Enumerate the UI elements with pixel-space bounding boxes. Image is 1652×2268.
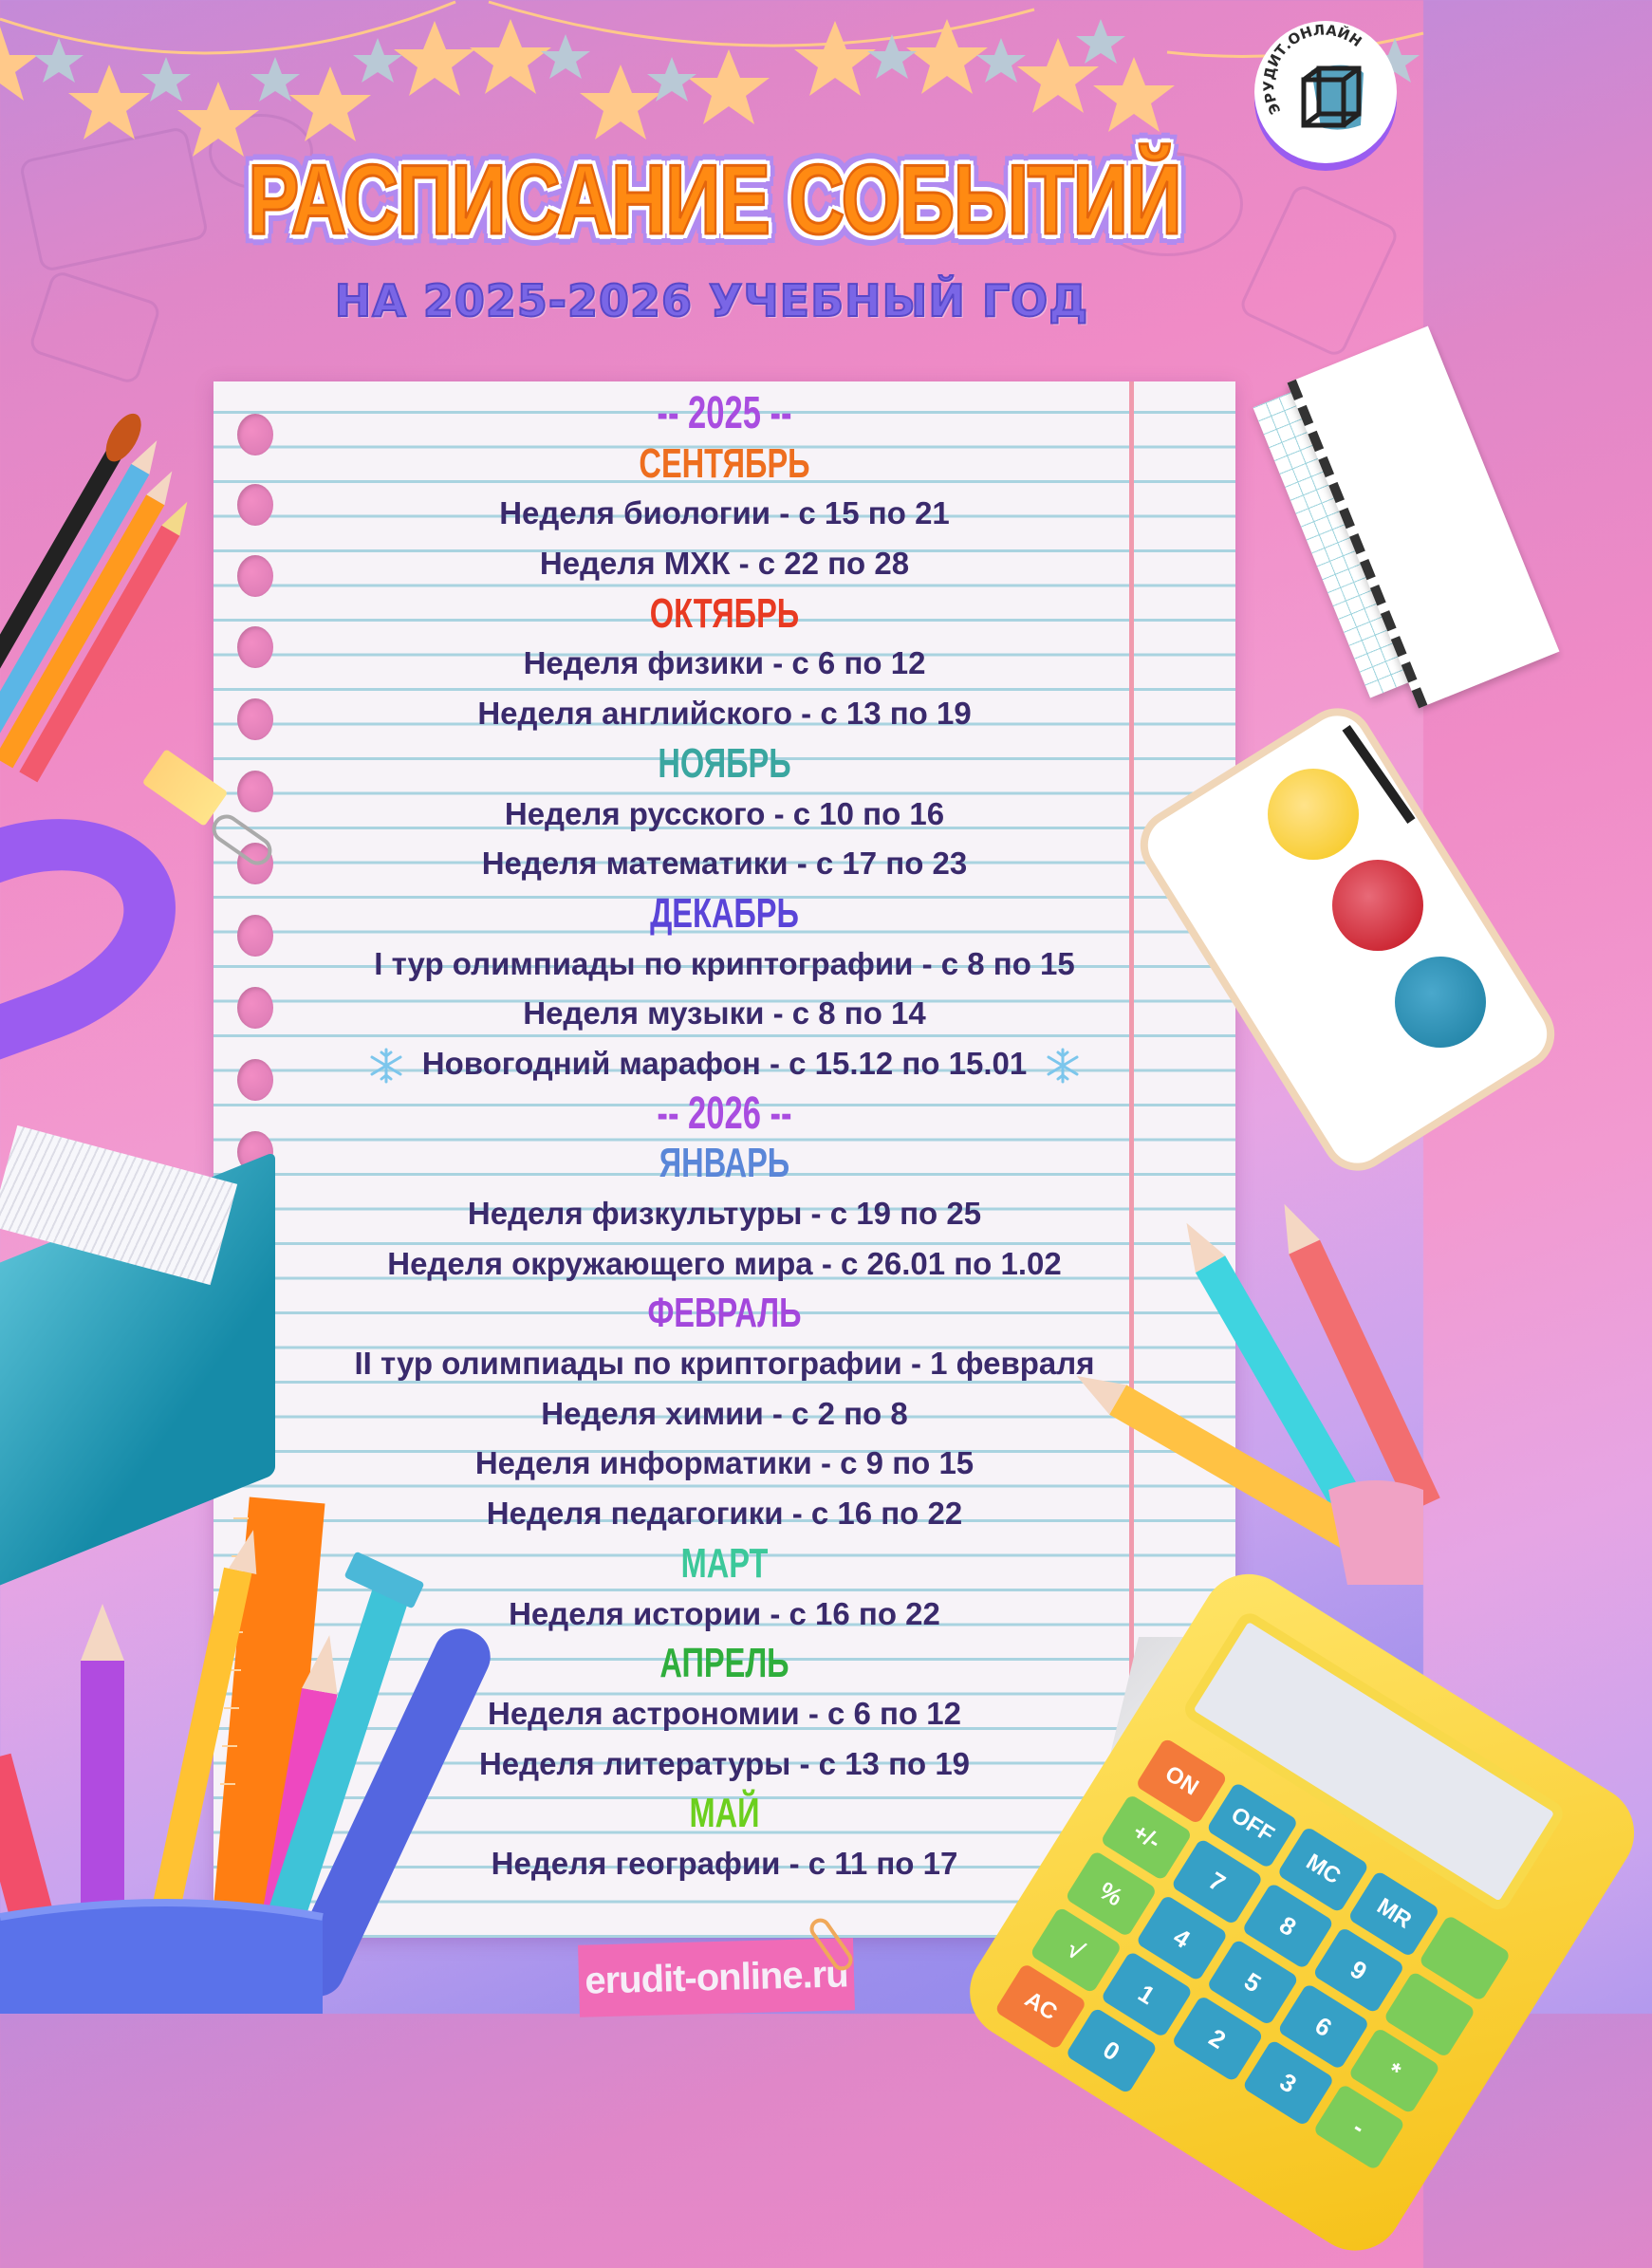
yellow-paint-icon — [1268, 769, 1359, 860]
event-item: II тур олимпиады по криптографии - 1 февраля — [354, 1346, 1095, 1382]
month-heading-march: МАРТ — [680, 1539, 769, 1587]
year-heading-2026: -- 2026 -- — [657, 1088, 792, 1139]
calculator-key-plus-minus: +/- — [1100, 1794, 1193, 1881]
pencil-cup-decoration — [0, 1348, 455, 2014]
month-heading-april: АПРЕЛЬ — [659, 1640, 789, 1687]
page-title: РАСПИСАНИЕ СОБЫТИЙ — [248, 145, 1181, 255]
logo-text: ЭРУДИТ.ОНЛАЙН — [1260, 21, 1365, 118]
month-heading-september: СЕНТЯБРЬ — [639, 439, 810, 487]
month-heading-october: ОКТЯБРЬ — [649, 589, 800, 637]
star-garland-decoration — [0, 0, 1423, 133]
calculator-key-percent: % — [1065, 1850, 1158, 1938]
calculator-key-1: 1 — [1100, 1951, 1193, 2038]
event-item: Неделя химии - с 2 по 8 — [541, 1395, 908, 1431]
calculator-key-6: 6 — [1277, 1982, 1370, 2070]
event-item: Неделя окружающего мира - с 26.01 по 1.02 — [387, 1245, 1062, 1281]
event-item: Неделя педагогики - с 16 по 22 — [486, 1496, 963, 1532]
calculator-key-4: 4 — [1136, 1894, 1229, 1981]
year-heading-2025: -- 2025 -- — [657, 388, 792, 438]
snowflake-icon — [1044, 1047, 1082, 1085]
cube-logo-icon — [1254, 21, 1397, 163]
month-heading-may: МАЙ — [689, 1790, 760, 1837]
event-item-new-year-marathon — [213, 1039, 1235, 1089]
erudit-online-logo[interactable] — [1254, 21, 1397, 163]
calculator-key-2: 2 — [1171, 1995, 1264, 2082]
event-item: Неделя литературы - с 13 по 19 — [478, 1745, 971, 1781]
event-item: Неделя физкультуры - с 19 по 25 — [467, 1196, 982, 1231]
calculator-key-0: 0 — [1065, 2007, 1158, 2094]
event-item: Неделя МХК - с 22 по 28 — [539, 546, 910, 582]
event-item: Неделя биологии - с 15 по 21 — [499, 495, 950, 531]
event-item: I тур олимпиады по криптографии - с 8 по 15 — [374, 945, 1075, 981]
event-item: Неделя математики - с 17 по 23 — [481, 846, 968, 882]
event-item: Неделя астрономии - с 6 по 12 — [487, 1695, 962, 1731]
calculator-key-mc: MC — [1276, 1826, 1369, 1913]
calculator-key-3: 3 — [1242, 2039, 1335, 2127]
calculator-key-off: OFF — [1206, 1781, 1299, 1868]
event-item: Неделя географии - с 11 по 17 — [491, 1845, 958, 1881]
month-heading-december: ДЕКАБРЬ — [650, 889, 799, 937]
calculator-key-multiply: * — [1347, 2027, 1440, 2114]
event-item: Неделя музыки - с 8 по 14 — [523, 995, 926, 1032]
calculator-key-5: 5 — [1206, 1939, 1299, 2026]
calculator-key-9: 9 — [1312, 1926, 1405, 2014]
right-pencils-decoration — [1186, 1186, 1423, 1585]
calculator-key-minus: - — [1312, 2083, 1405, 2170]
red-paint-icon — [1332, 860, 1423, 951]
calculator-key-on: ON — [1135, 1738, 1228, 1825]
blue-paint-icon — [1395, 957, 1486, 1048]
event-item: Неделя истории - с 16 по 22 — [509, 1595, 940, 1631]
event-text: Новогодний марафон - с 15.12 по 15.01 — [421, 1045, 1028, 1081]
event-item: Неделя информатики - с 9 по 15 — [474, 1445, 974, 1481]
purple-protractor-decoration — [0, 779, 208, 1091]
pencils-and-brush-decoration — [0, 418, 152, 797]
event-item: Неделя английского - с 13 по 19 — [477, 696, 972, 732]
calculator-key-mr: MR — [1347, 1870, 1440, 1958]
calculator-key-sqrt: √ — [1030, 1906, 1123, 1994]
event-item: Неделя физики - с 6 по 12 — [523, 645, 926, 681]
month-heading-february: ФЕВРАЛЬ — [647, 1290, 802, 1337]
calculator-key-ac: AC — [994, 1962, 1087, 2050]
calculator-key-8: 8 — [1241, 1882, 1334, 1969]
snowflake-icon — [367, 1047, 405, 1085]
month-heading-january: ЯНВАРЬ — [659, 1140, 790, 1187]
page-subtitle: НА 2025-2026 УЧЕБНЫЙ ГОД — [334, 275, 1089, 326]
month-heading-november: НОЯБРЬ — [658, 739, 791, 787]
website-url-tag[interactable]: erudit-online.ru — [578, 1938, 855, 2017]
event-item: Неделя русского - с 10 по 16 — [504, 795, 945, 831]
calculator-key-7: 7 — [1171, 1838, 1264, 1925]
